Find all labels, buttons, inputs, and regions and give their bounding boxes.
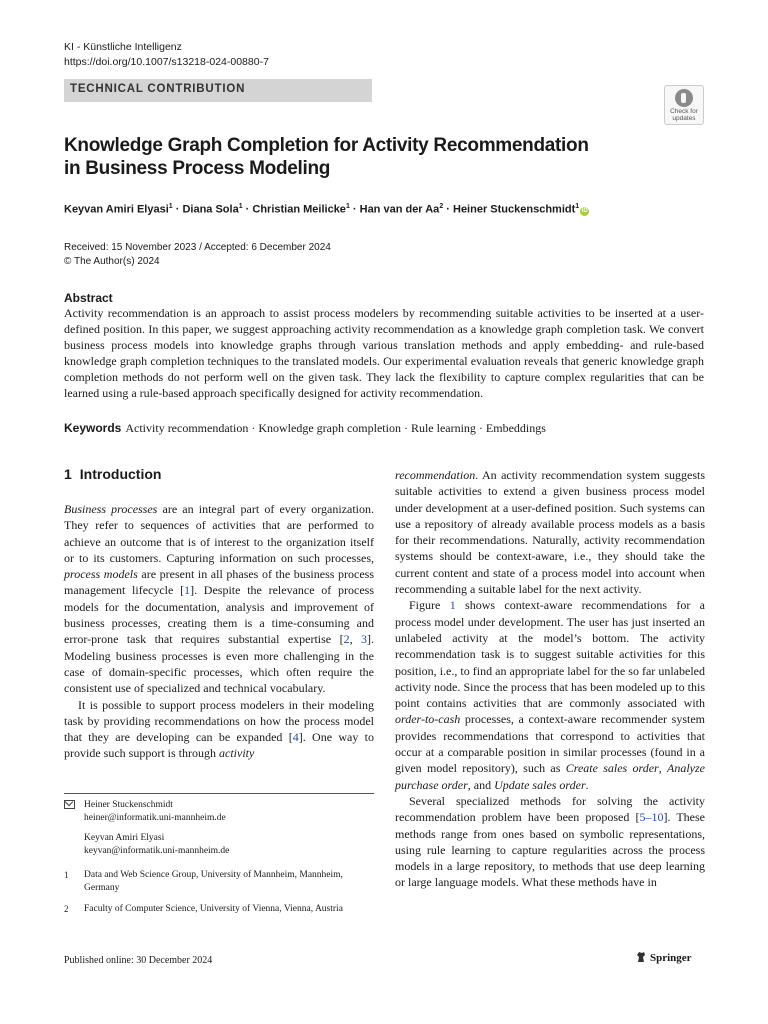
paragraph: Figure 1 shows context-aware recommendations for a process model under development. The user has just inserted an unlabeled activity at the model’s bottom. The activity recommendation task is to suggest suitable activities for this position, i.e., to find an appropriate label for the so far unlabeled activity node. Since the process that has been modeled up to this point contains activities that are commonly associated with order-to-cash processes, a context-aware recommender system provides recommendations that correspond to activities that occur at a comparable position in similar processes (found in a given model repository), such as Create sales order, Analyze purchase order, and Update sales order. (395, 598, 705, 792)
citation-link[interactable]: 5–10 (639, 810, 664, 825)
article-type-banner (64, 79, 372, 102)
published-date: Published online: 30 December 2024 (64, 955, 213, 966)
footnote-divider (64, 793, 374, 794)
affiliation-2: 2 Faculty of Computer Science, University of Vienna, Vienna, Austria (64, 904, 343, 914)
right-column (395, 467, 705, 891)
citation-link[interactable]: 4 (292, 730, 299, 745)
orcid-icon[interactable]: iD (581, 207, 588, 214)
article-type: TECHNICAL CONTRIBUTION (70, 83, 246, 95)
keywords-label: Keywords (64, 421, 122, 435)
corresponding-author: Heiner Stuckenschmidt heiner@informatik.uni-mannheim.de Keyvan Amiri Elyasi keyvan@informatik.uni-mannheim.de (64, 799, 374, 857)
abstract-text: Activity recommendation is an approach to assist process modelers by recommending suitable activities to be inserted at a user-defined position. In this paper, we suggest approaching activity recommendation as a knowledge graph completion task. We convert business process models into knowledge graphs through various translation methods and apply embedding- and rule-based knowledge graph completion techniques to the translated models. Our experimental evaluation reveals that generic knowledge graph completion methods do not perform well on the given task. They lack the flexibility to capture complex regularities that can be learned using a rule-based approach specifically designed for activity recommendation. (64, 306, 704, 400)
author-name[interactable]: Keyvan Amiri Elyasi (64, 203, 169, 216)
author-name[interactable]: Christian Meilicke (252, 203, 346, 216)
publication-dates: Received: 15 November 2023 / Accepted: 6 December 2024 © The Author(s) 2024 (64, 242, 331, 267)
left-column (64, 501, 374, 762)
paper-title: Knowledge Graph Completion for Activity Recommendation in Business Process Modeling (64, 135, 589, 179)
doi-link[interactable]: https://doi.org/10.1007/s13218-024-00880-7 (64, 56, 269, 68)
paragraph: It is possible to support process modelers in their modeling task by providing recommendations on how the process model that they are developing can be expanded [4]. One way to provide such support is through activity (64, 697, 374, 761)
keywords-text: Activity recommendation · Knowledge graph completion · Rule learning · Embeddings (125, 421, 546, 435)
journal-name: KI - Künstliche Intelligenz (64, 41, 182, 53)
author-name[interactable]: Han van der Aa (359, 203, 440, 216)
paragraph: Several specialized methods for solving the activity recommendation problem have been proposed [5–10]. These methods range from ones based on symbolic representations, using rule learning to capture regularities across the process models in a large repository, to methods that use deep learning or large language models. What these methods have in (395, 793, 706, 890)
publisher-logo: Springer (636, 951, 692, 964)
author-name[interactable]: Diana Sola (182, 203, 239, 216)
citation-link[interactable]: 1 (184, 583, 191, 598)
keywords (64, 421, 546, 436)
journal-info (64, 40, 269, 70)
figure-link[interactable]: 1 (449, 598, 456, 613)
author-name[interactable]: Heiner Stuckenschmidt (453, 203, 576, 216)
section-heading: 1 Introduction (64, 466, 162, 482)
paragraph: recommendation. An activity recommendation system suggests suitable activities to extend a given business process model under development at a user-defined position. Such systems can use a repository of already available process models as a basis for their recommendations. Naturally, activity recommendation systems should be context-aware, i.e., they should take the current content and state of a process model into account when recommending a suitable label for the next activity. (395, 468, 705, 597)
paragraph: Business processes are an integral part of every organization. They refer to sequences of activities that are performed to achieve an outcome that is of interest to the organization itself or to its customers. Capturing information on such processes, process models are present in all phases of the business process management lifecycle [1]. Despite the relevance of process models for the documentation, analysis and improvement of business processes, creating them is a time-consuming and error-prone task that requires substantial expertise [2, 3]. Modeling business processes is even more challenging in the case of domain-specific processes, which often require the consistent use of specialized and technical vocabulary. (64, 502, 375, 696)
affiliation-1: 1 Data and Web Science Group, University of Mannheim, Mannheim, Germany (64, 870, 343, 893)
springer-horse-icon (636, 951, 646, 963)
envelope-icon (64, 800, 75, 809)
email-link[interactable]: keyvan@informatik.uni-mannheim.de (84, 845, 230, 856)
citation-link[interactable]: 2 (343, 632, 350, 647)
author-list: Keyvan Amiri Elyasi$^1$ · Diana Sola$^1$ · Christian Meilicke$^1$ · Han van der $Aa^2$ · Heiner Stuckenschmidt$^1$iD (64, 203, 588, 216)
abstract-heading: Abstract (64, 291, 113, 305)
check-for-updates-badge[interactable]: Check for updates (664, 85, 704, 125)
citation-link[interactable]: 3 (361, 632, 367, 647)
email-link[interactable]: heiner@informatik.uni-mannheim.de (84, 812, 226, 823)
bookmark-icon (675, 89, 693, 107)
